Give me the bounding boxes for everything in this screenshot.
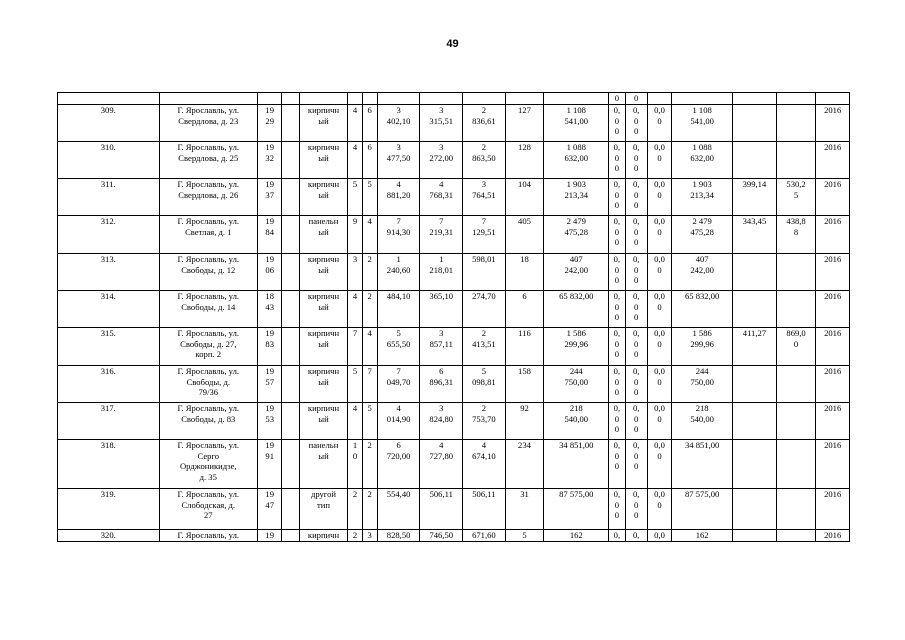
- table-row: [58, 402, 850, 439]
- table-cell: [505, 93, 544, 105]
- table-row: [58, 253, 850, 290]
- table-cell: 484,10: [377, 290, 420, 327]
- table-cell: 5: [348, 365, 362, 402]
- table-cell: [282, 290, 299, 327]
- table-cell: 19 91: [258, 439, 282, 488]
- table-cell: [776, 290, 816, 327]
- table-cell: 0: [625, 93, 647, 105]
- table-cell: Г. Ярославль, ул. Свердлова, д. 25: [159, 141, 257, 178]
- table-cell: 1 586 299,96: [672, 327, 733, 365]
- table-cell: кирпичн ый: [299, 327, 348, 365]
- table-cell: кирпичн ый: [299, 104, 348, 141]
- table-cell: 34 851,00: [544, 439, 609, 488]
- table-cell: 1 0: [348, 439, 362, 488]
- table-cell: 3 824,80: [420, 402, 463, 439]
- table-cell: Г. Ярославль, ул. Свободы, д. 79/36: [159, 365, 257, 402]
- table-cell: [420, 93, 463, 105]
- table-cell: Г. Ярославль, ул. Свердлова, д. 23: [159, 104, 257, 141]
- table-cell: 19 29: [258, 104, 282, 141]
- table-cell: 0, 0 0: [609, 178, 625, 215]
- table-cell: 1 088 632,00: [544, 141, 609, 178]
- table-cell: Г. Ярославль, ул. Свободы, д. 12: [159, 253, 257, 290]
- table-cell: кирпичн ый: [299, 365, 348, 402]
- table-cell: 7 219,31: [420, 215, 463, 253]
- table-cell: кирпичн ый: [299, 290, 348, 327]
- table-cell: [733, 104, 777, 141]
- table-cell: 1 088 632,00: [672, 141, 733, 178]
- table-cell: 0,0 0: [647, 290, 671, 327]
- table-cell: 4: [348, 104, 362, 141]
- table-cell: [463, 93, 506, 105]
- table-cell: 7 914,30: [377, 215, 420, 253]
- table-row: [58, 439, 850, 488]
- table-cell: 19 32: [258, 141, 282, 178]
- table-cell: 244 750,00: [544, 365, 609, 402]
- table-cell: 438,8 8: [776, 215, 816, 253]
- table-cell: 2: [348, 529, 362, 541]
- table-cell: [299, 93, 348, 105]
- table-cell: Г. Ярославль, ул. Свободы, д. 83: [159, 402, 257, 439]
- table-cell: 4: [348, 141, 362, 178]
- table-cell: 0,0: [647, 529, 671, 541]
- table-row: [58, 290, 850, 327]
- table-cell: [544, 93, 609, 105]
- table-cell: 6: [362, 104, 377, 141]
- table-cell: 18: [505, 253, 544, 290]
- table-cell: 0,0 0: [647, 178, 671, 215]
- table-cell: 0,0 0: [647, 253, 671, 290]
- table-cell: 0,0 0: [647, 439, 671, 488]
- table-cell: Г. Ярославль, ул. Свободы, д. 27, корп. 2: [159, 327, 257, 365]
- table-cell: [776, 488, 816, 529]
- table-cell: 4: [362, 215, 377, 253]
- table-cell: 6 720,00: [377, 439, 420, 488]
- table-cell: [282, 529, 299, 541]
- table-cell: 1 108 541,00: [544, 104, 609, 141]
- table-row: [58, 488, 850, 529]
- table-cell: 2016: [816, 529, 850, 541]
- table-cell: 34 851,00: [672, 439, 733, 488]
- table-cell: 318.: [58, 439, 160, 488]
- table-cell: 3: [348, 253, 362, 290]
- table-cell: 65 832,00: [672, 290, 733, 327]
- table-cell: [159, 93, 257, 105]
- table-cell: 317.: [58, 402, 160, 439]
- table-cell: 2016: [816, 327, 850, 365]
- table-cell: 19 47: [258, 488, 282, 529]
- table-cell: 312.: [58, 215, 160, 253]
- table-row: [58, 215, 850, 253]
- table-cell: 19 53: [258, 402, 282, 439]
- table-cell: [647, 93, 671, 105]
- table-cell: 0: [609, 93, 625, 105]
- table-cell: 0, 0 0: [625, 253, 647, 290]
- table-cell: 343,45: [733, 215, 777, 253]
- table-cell: [776, 529, 816, 541]
- table-cell: 6: [362, 141, 377, 178]
- table-cell: 0, 0 0: [609, 365, 625, 402]
- table-cell: 4 768,31: [420, 178, 463, 215]
- table-cell: 0, 0 0: [609, 402, 625, 439]
- table-cell: 598,01: [463, 253, 506, 290]
- table-cell: [282, 178, 299, 215]
- table-cell: 158: [505, 365, 544, 402]
- table-cell: [282, 93, 299, 105]
- table-cell: 19: [258, 529, 282, 541]
- table-cell: 0,0 0: [647, 141, 671, 178]
- table-cell: 506,11: [463, 488, 506, 529]
- table-cell: 1 903 213,34: [544, 178, 609, 215]
- table-row: [58, 178, 850, 215]
- table-cell: 65 832,00: [544, 290, 609, 327]
- table-cell: 2016: [816, 141, 850, 178]
- table-row: [58, 327, 850, 365]
- table-cell: [258, 93, 282, 105]
- table-cell: 3: [362, 529, 377, 541]
- table-cell: [776, 253, 816, 290]
- table-cell: 0,0 0: [647, 402, 671, 439]
- table-cell: 0,: [625, 529, 647, 541]
- table-cell: 310.: [58, 141, 160, 178]
- table-cell: 7: [362, 365, 377, 402]
- table-cell: 746,50: [420, 529, 463, 541]
- table-cell: 828,50: [377, 529, 420, 541]
- table-cell: 274,70: [463, 290, 506, 327]
- table-cell: 2016: [816, 215, 850, 253]
- table-cell: [282, 141, 299, 178]
- table-cell: 2016: [816, 488, 850, 529]
- table-cell: 0,: [609, 529, 625, 541]
- table-cell: кирпичн ый: [299, 178, 348, 215]
- table-cell: 218 540,00: [672, 402, 733, 439]
- table-cell: 2016: [816, 253, 850, 290]
- table-cell: Г. Ярославль, ул. Серго Орджоникидзе, д. 35: [159, 439, 257, 488]
- table-cell: [58, 93, 160, 105]
- table-cell: 0, 0 0: [625, 402, 647, 439]
- table-cell: 2: [362, 439, 377, 488]
- table-cell: [776, 365, 816, 402]
- table-cell: 92: [505, 402, 544, 439]
- table-cell: 0, 0 0: [609, 141, 625, 178]
- table-cell: 2 413,51: [463, 327, 506, 365]
- table-cell: [282, 253, 299, 290]
- table-cell: 2: [348, 488, 362, 529]
- table-cell: 314.: [58, 290, 160, 327]
- table-cell: 7 049,70: [377, 365, 420, 402]
- table-cell: Г. Ярославль, ул. Светлая, д. 1: [159, 215, 257, 253]
- table-cell: 87 575,00: [672, 488, 733, 529]
- table-cell: 0, 0 0: [609, 488, 625, 529]
- table-cell: 31: [505, 488, 544, 529]
- table-cell: 0, 0 0: [625, 215, 647, 253]
- table-cell: 313.: [58, 253, 160, 290]
- table-cell: 4 674,10: [463, 439, 506, 488]
- table-cell: 162: [544, 529, 609, 541]
- table-cell: 4 881,20: [377, 178, 420, 215]
- table-cell: 530,2 5: [776, 178, 816, 215]
- table-cell: кирпичн ый: [299, 141, 348, 178]
- table-cell: 2016: [816, 439, 850, 488]
- table-cell: 2 863,50: [463, 141, 506, 178]
- table-cell: 0, 0 0: [609, 253, 625, 290]
- table-cell: 2: [362, 253, 377, 290]
- table-cell: 0, 0 0: [609, 290, 625, 327]
- table-cell: 0, 0 0: [625, 488, 647, 529]
- table-cell: 5: [362, 178, 377, 215]
- table-cell: 2 479 475,28: [544, 215, 609, 253]
- table-cell: 4: [348, 402, 362, 439]
- table-cell: 2016: [816, 402, 850, 439]
- table-cell: Г. Ярославль, ул.: [159, 529, 257, 541]
- table-cell: [377, 93, 420, 105]
- table-cell: 411,27: [733, 327, 777, 365]
- table-cell: 309.: [58, 104, 160, 141]
- table-cell: 405: [505, 215, 544, 253]
- table-cell: 0,0 0: [647, 327, 671, 365]
- table-cell: [776, 93, 816, 105]
- table-cell: 4: [348, 290, 362, 327]
- table-cell: 0, 0 0: [625, 104, 647, 141]
- table-cell: 0,0 0: [647, 215, 671, 253]
- table-cell: [282, 215, 299, 253]
- table-cell: 18 43: [258, 290, 282, 327]
- table-cell: 4 014,90: [377, 402, 420, 439]
- table-cell: другой тип: [299, 488, 348, 529]
- table-cell: 0, 0 0: [625, 327, 647, 365]
- table-cell: 0, 0 0: [625, 290, 647, 327]
- table-cell: 319.: [58, 488, 160, 529]
- table-row: [58, 365, 850, 402]
- table-cell: [672, 93, 733, 105]
- table-cell: [733, 402, 777, 439]
- table-cell: 19 83: [258, 327, 282, 365]
- table-cell: 3 272,00: [420, 141, 463, 178]
- table-cell: панельн ый: [299, 439, 348, 488]
- table-cell: 19 06: [258, 253, 282, 290]
- table-cell: 5 655,50: [377, 327, 420, 365]
- table-cell: 3 764,51: [463, 178, 506, 215]
- table-cell: 3 315,51: [420, 104, 463, 141]
- table-cell: 506,11: [420, 488, 463, 529]
- table-cell: 2: [362, 290, 377, 327]
- table-cell: [776, 439, 816, 488]
- table-cell: 3 402,10: [377, 104, 420, 141]
- table-cell: [348, 93, 362, 105]
- page-number: 49: [446, 38, 459, 50]
- table-cell: 0, 0 0: [625, 178, 647, 215]
- table-cell: 0, 0 0: [625, 141, 647, 178]
- table-cell: 162: [672, 529, 733, 541]
- table-cell: 4 727,80: [420, 439, 463, 488]
- table-cell: [282, 365, 299, 402]
- table-cell: 311.: [58, 178, 160, 215]
- table-cell: 1 903 213,34: [672, 178, 733, 215]
- table-cell: [733, 253, 777, 290]
- table-cell: [282, 327, 299, 365]
- table-cell: [776, 141, 816, 178]
- table-cell: Г. Ярославль, ул. Свободы, д. 14: [159, 290, 257, 327]
- table-cell: 87 575,00: [544, 488, 609, 529]
- table-cell: 3 477,50: [377, 141, 420, 178]
- table-cell: кирпичн ый: [299, 402, 348, 439]
- table-cell: 9: [348, 215, 362, 253]
- table-cell: 0,0 0: [647, 488, 671, 529]
- table-cell: 2 753,70: [463, 402, 506, 439]
- table-cell: 315.: [58, 327, 160, 365]
- table-row: [58, 93, 850, 105]
- table-cell: 5: [348, 178, 362, 215]
- table-cell: 0, 0 0: [625, 439, 647, 488]
- table-cell: 6: [505, 290, 544, 327]
- table-cell: [776, 104, 816, 141]
- table-cell: [282, 402, 299, 439]
- table-cell: 128: [505, 141, 544, 178]
- table-cell: 0, 0 0: [609, 104, 625, 141]
- table-cell: 104: [505, 178, 544, 215]
- table-cell: 365,10: [420, 290, 463, 327]
- table-cell: [282, 439, 299, 488]
- table-cell: 244 750,00: [672, 365, 733, 402]
- table-cell: [282, 104, 299, 141]
- table-cell: 5 098,81: [463, 365, 506, 402]
- table-cell: 0, 0 0: [609, 215, 625, 253]
- table-cell: кирпичн: [299, 529, 348, 541]
- table-cell: кирпичн ый: [299, 253, 348, 290]
- table-cell: 316.: [58, 365, 160, 402]
- table-cell: 407 242,00: [544, 253, 609, 290]
- table-cell: 19 57: [258, 365, 282, 402]
- table-cell: [733, 488, 777, 529]
- table-cell: 218 540,00: [544, 402, 609, 439]
- table-cell: 554,40: [377, 488, 420, 529]
- table-cell: 869,0 0: [776, 327, 816, 365]
- table-row: [58, 104, 850, 141]
- table-cell: 2 836,61: [463, 104, 506, 141]
- table-cell: 0, 0 0: [609, 439, 625, 488]
- table-cell: 0,0 0: [647, 365, 671, 402]
- table-cell: [733, 93, 777, 105]
- table-cell: 7: [348, 327, 362, 365]
- housing-table: [57, 92, 850, 542]
- table-cell: 3 857,11: [420, 327, 463, 365]
- table-row: [58, 529, 850, 541]
- table-cell: [776, 402, 816, 439]
- table-cell: [733, 365, 777, 402]
- table-cell: 2016: [816, 290, 850, 327]
- table-cell: 2016: [816, 365, 850, 402]
- table-cell: [733, 439, 777, 488]
- table-cell: Г. Ярославль, ул. Свердлова, д. 26: [159, 178, 257, 215]
- table-cell: 5: [505, 529, 544, 541]
- table-cell: 1 108 541,00: [672, 104, 733, 141]
- table-cell: 127: [505, 104, 544, 141]
- table-cell: 19 37: [258, 178, 282, 215]
- table-cell: 320.: [58, 529, 160, 541]
- table-cell: [282, 488, 299, 529]
- table-cell: 2016: [816, 104, 850, 141]
- table-cell: 399,14: [733, 178, 777, 215]
- table-cell: 1 218,01: [420, 253, 463, 290]
- table-cell: 0,0 0: [647, 104, 671, 141]
- table-cell: [733, 290, 777, 327]
- table-cell: 2016: [816, 178, 850, 215]
- table-cell: 7 129,51: [463, 215, 506, 253]
- table-cell: 234: [505, 439, 544, 488]
- table-cell: панельн ый: [299, 215, 348, 253]
- table-cell: 407 242,00: [672, 253, 733, 290]
- table-cell: 4: [362, 327, 377, 365]
- table-cell: [733, 529, 777, 541]
- table-cell: [733, 141, 777, 178]
- table-cell: 6 896,31: [420, 365, 463, 402]
- table-row: [58, 141, 850, 178]
- table-cell: [816, 93, 850, 105]
- table-cell: [362, 93, 377, 105]
- table-cell: 0, 0 0: [625, 365, 647, 402]
- table-cell: Г. Ярославль, ул. Слободская, д. 27: [159, 488, 257, 529]
- table-cell: 2 479 475,28: [672, 215, 733, 253]
- table-cell: 0, 0 0: [609, 327, 625, 365]
- table-cell: 1 240,60: [377, 253, 420, 290]
- table-cell: 2: [362, 488, 377, 529]
- table-cell: 116: [505, 327, 544, 365]
- table-cell: 5: [362, 402, 377, 439]
- table-cell: 1 586 299,96: [544, 327, 609, 365]
- table-cell: 671,60: [463, 529, 506, 541]
- table-cell: 19 84: [258, 215, 282, 253]
